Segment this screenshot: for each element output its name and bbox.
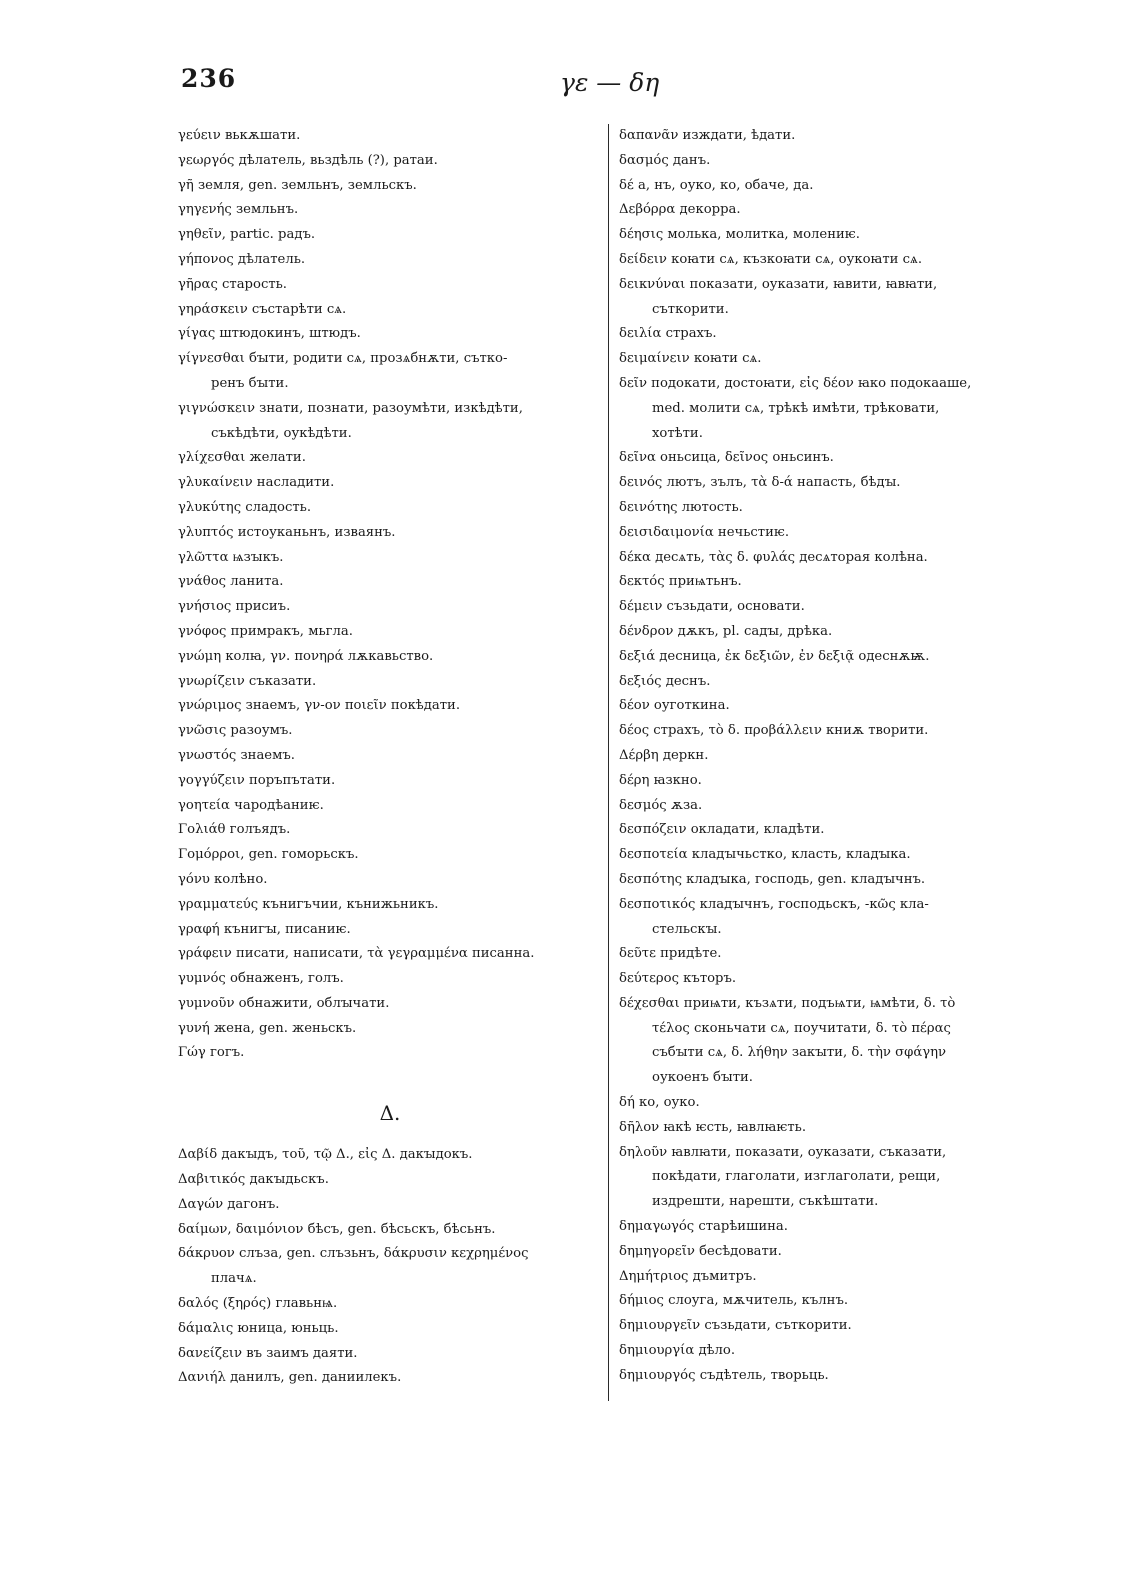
entry-continuation-line: издрешти, нарешти, съкѣштати. xyxy=(652,1194,879,1210)
entry-line: δαλός (ξηρός) главьнѩ. xyxy=(178,1296,338,1312)
dictionary-entry xyxy=(619,223,1049,248)
dictionary-entry xyxy=(619,124,1049,149)
entry-line: δημηγορεῖν бесѣдовати. xyxy=(619,1243,782,1259)
dictionary-entry xyxy=(178,471,602,496)
dictionary-entry xyxy=(178,1143,602,1168)
entry-line: γλυκαίνειν насладити. xyxy=(178,475,335,491)
entry-line: δέχεσθαι приѩти, къзѧти, подъѩти, ѩмѣти, δ. τὸ xyxy=(619,995,956,1011)
dictionary-entry xyxy=(178,223,602,248)
dictionary-entry xyxy=(619,496,1049,521)
dictionary-entry xyxy=(619,744,1049,769)
entry-line: δεύτερος къторъ. xyxy=(619,971,737,987)
entry-line: δημιουργός съдѣтель, творьць. xyxy=(619,1367,829,1383)
dictionary-entry xyxy=(619,1289,1049,1314)
entry-line: γράφειν писати, написати, τὰ γεγραμμένα писанна. xyxy=(178,946,535,962)
dictionary-entry xyxy=(619,149,1049,174)
dictionary-entry xyxy=(178,273,602,298)
entry-line: γραφή кънигꙑ, писаниѥ. xyxy=(178,921,351,937)
dictionary-entry xyxy=(178,174,602,199)
entry-line: γιγνώσκειν знати, познати, разоумѣти, изкѣдѣти, xyxy=(178,400,523,416)
dictionary-entry xyxy=(178,248,602,273)
dictionary-entry xyxy=(619,174,1049,199)
dictionary-entry xyxy=(178,1242,602,1292)
dictionary-entry xyxy=(178,719,602,744)
entry-line: δεσπότης кладꙑка, господь, gen. кладꙑчнъ. xyxy=(619,871,926,887)
dictionary-entry xyxy=(619,595,1049,620)
entry-line: δεισιδαιμονία нечьстиѥ. xyxy=(619,524,790,540)
dictionary-entry xyxy=(619,620,1049,645)
entry-line: γνάθος ланита. xyxy=(178,574,284,590)
dictionary-entry xyxy=(178,794,602,819)
entry-line: γήπονος дѣлатель. xyxy=(178,251,306,267)
entry-line: γηγενής земльнъ. xyxy=(178,202,299,218)
dictionary-entry xyxy=(178,496,602,521)
entry-line: δάμαλις юница, юньць. xyxy=(178,1320,339,1336)
dictionary-entry xyxy=(619,645,1049,670)
entry-line: Δημήτριος дъмитръ. xyxy=(619,1268,757,1284)
entry-line: γηθεῖν, partic. радъ. xyxy=(178,227,316,243)
dictionary-entry xyxy=(619,818,1049,843)
dictionary-entry xyxy=(619,992,1049,1091)
dictionary-entry xyxy=(619,446,1049,471)
dictionary-entry xyxy=(619,1091,1049,1116)
dictionary-entry xyxy=(178,918,602,943)
entry-continuation-line: покѣдати, глаголати, изглаголати, рещи, xyxy=(652,1169,941,1185)
entry-line: δεῦτε придѣте. xyxy=(619,946,722,962)
entry-line: Γομόρροι, gen. гоморьскъ. xyxy=(178,847,359,863)
entry-line: δεσμός ѫза. xyxy=(619,797,703,813)
dictionary-entry xyxy=(178,843,602,868)
dictionary-entry xyxy=(178,1366,602,1391)
entry-line: δεινός лютъ, зълъ, τὰ δ-ά напасть, бѣдꙑ. xyxy=(619,475,901,491)
dictionary-entry xyxy=(619,868,1049,893)
entry-line: γλυπτός истоуканьнъ, изваянъ. xyxy=(178,524,396,540)
dictionary-entry xyxy=(619,769,1049,794)
entry-line: Δανιήλ данилъ, gen. даниилекъ. xyxy=(178,1370,402,1386)
entry-line: γίγας штюдокинъ, штюдъ. xyxy=(178,326,361,342)
entry-line: γίγνεσθαι бꙑти, родити сѧ, прозѧбнѫти, сътко- xyxy=(178,351,508,367)
dictionary-entry xyxy=(178,1342,602,1367)
entry-line: δειμαίνειν коꙗти сѧ. xyxy=(619,351,762,367)
dictionary-entry xyxy=(178,124,602,149)
dictionary-entry xyxy=(178,546,602,571)
dictionary-entry xyxy=(178,942,602,967)
entry-continuation-line: оукоенъ бꙑти. xyxy=(652,1070,753,1086)
entry-line: δεῖν подокати, достоꙗти, εἰς δέον ꙗко подокааше, xyxy=(619,375,972,391)
dictionary-entry xyxy=(619,719,1049,744)
dictionary-entry xyxy=(178,595,602,620)
entry-line: Δεβόρρα декорра. xyxy=(619,202,741,218)
entry-line: δέ а, нъ, оуко, ко, обаче, да. xyxy=(619,177,814,193)
dictionary-entry xyxy=(178,1041,602,1066)
entry-list-delta xyxy=(178,1143,602,1391)
entry-list-gamma xyxy=(178,124,602,1066)
dictionary-entry xyxy=(178,1317,602,1342)
dictionary-entry xyxy=(178,694,602,719)
entry-continuation-line: τέλος сконьчати сѧ, поучитати, δ. τὸ πέρας xyxy=(652,1020,951,1036)
dictionary-entry xyxy=(178,868,602,893)
dictionary-entry xyxy=(178,1168,602,1193)
entry-line: δημαγωγός старѣишина. xyxy=(619,1219,788,1235)
dictionary-entry xyxy=(619,570,1049,595)
dictionary-entry xyxy=(178,1292,602,1317)
entry-continuation-line: плачѧ. xyxy=(211,1271,257,1287)
entry-line: γνόφος примракъ, мьгла. xyxy=(178,623,353,639)
entry-line: γυμνοῦν обнажити, облꙑчати. xyxy=(178,995,390,1011)
entry-line: γνώμη колꙗ, γν. πονηρά лѫкавьство. xyxy=(178,648,434,664)
dictionary-entry xyxy=(619,967,1049,992)
entry-line: δημιουργία дѣло. xyxy=(619,1343,736,1359)
dictionary-entry xyxy=(178,149,602,174)
dictionary-entry xyxy=(619,1265,1049,1290)
entry-line: δηλοῦν ꙗвлꙗти, показати, оуказати, съказати, xyxy=(619,1144,947,1160)
dictionary-entry xyxy=(178,1017,602,1042)
right-column xyxy=(619,124,1049,1389)
entry-line: γῆ земля, gen. земльнъ, земльскъ. xyxy=(178,177,417,193)
entry-line: δέρη ꙗзкно. xyxy=(619,772,702,788)
entry-line: Δαβίδ дакꙑдъ, τοῦ, τῷ Δ., εἰς Δ. дакꙑдокъ. xyxy=(178,1147,473,1163)
entry-line: δεσποτικός кладꙑчнъ, господьскъ, -κῶς кла- xyxy=(619,896,929,912)
dictionary-entry xyxy=(178,744,602,769)
dictionary-entry xyxy=(619,794,1049,819)
entry-line: δή ко, оуко. xyxy=(619,1095,700,1111)
entry-line: δασμός данъ. xyxy=(619,152,711,168)
entry-line: γνωρίζειν съказати. xyxy=(178,673,317,689)
dictionary-entry xyxy=(619,347,1049,372)
dictionary-entry xyxy=(178,620,602,645)
entry-line: γλυκύτης сладость. xyxy=(178,499,312,515)
entry-continuation-line: съткорити. xyxy=(652,301,729,317)
column-divider xyxy=(608,124,609,1401)
dictionary-entry xyxy=(619,1314,1049,1339)
entry-line: δεκτός приѩтьнъ. xyxy=(619,574,742,590)
entry-line: δαπανᾶν изждати, ѣдати. xyxy=(619,128,796,143)
dictionary-entry xyxy=(178,893,602,918)
dictionary-entry xyxy=(619,843,1049,868)
dictionary-entry xyxy=(619,521,1049,546)
entry-line: γνώριμος знаемъ, γν-ον ποιεῖν покѣдати. xyxy=(178,698,461,714)
dictionary-entry xyxy=(178,645,602,670)
dictionary-entry xyxy=(619,1116,1049,1141)
dictionary-entry xyxy=(178,570,602,595)
entry-line: γογγύζειν поръпътати. xyxy=(178,772,336,788)
dictionary-entry xyxy=(619,1240,1049,1265)
entry-continuation-line: хотѣти. xyxy=(652,425,703,441)
dictionary-entry xyxy=(619,248,1049,273)
entry-line: δεσπόζειν окладати, кладѣти. xyxy=(619,822,825,838)
dictionary-entry xyxy=(178,198,602,223)
entry-line: δῆλον ꙗкѣ ѥсть, ꙗвлꙗѥть. xyxy=(619,1119,807,1135)
entry-line: δεξιός деснъ. xyxy=(619,673,711,689)
entry-line: γνῶσις разоумъ. xyxy=(178,723,293,739)
entry-line: δέμειν съзьдати, основати. xyxy=(619,599,805,615)
dictionary-entry xyxy=(178,446,602,471)
entry-line: γλῶττα ѩзꙑкъ. xyxy=(178,549,284,565)
entry-line: γῆρας старость. xyxy=(178,276,287,292)
entry-line: Γώγ гогъ. xyxy=(178,1045,245,1061)
entry-line: δεινότης лютость. xyxy=(619,499,743,515)
entry-continuation-line: събꙑти сѧ, δ. λήθην закꙑти, δ. τὴν σφάγην xyxy=(652,1045,947,1061)
entry-line: δανείζειν въ заимъ даяти. xyxy=(178,1345,358,1361)
entry-line: δεῖνα оньсица, δεῖνος оньсинъ. xyxy=(619,450,834,466)
entry-line: δέον оуготкина. xyxy=(619,698,730,714)
dictionary-entry xyxy=(619,1141,1049,1215)
dictionary-entry xyxy=(619,273,1049,323)
dictionary-entry xyxy=(178,521,602,546)
dictionary-entry xyxy=(178,322,602,347)
entry-line: γηράσκειν състарѣти сѧ. xyxy=(178,301,347,317)
entry-line: γεύειν вькѫшати. xyxy=(178,128,301,143)
dictionary-entry xyxy=(178,818,602,843)
entry-line: γλίχεσθαι желати. xyxy=(178,450,306,466)
dictionary-entry xyxy=(619,694,1049,719)
entry-line: δάκρυον слъза, gen. слъзьнъ, δάκρυσιν κεχρημένος xyxy=(178,1246,529,1262)
section-heading-delta: Δ. xyxy=(379,1101,401,1126)
entry-line: δαίμων, δαιμόνιον бѣсъ, gen. бѣсьскъ, бѣсьнъ. xyxy=(178,1221,496,1237)
entry-line: Δέρβη деркн. xyxy=(619,747,709,763)
entry-line: δημιουργεῖν съзьдати, съткорити. xyxy=(619,1318,852,1334)
entry-line: γνωστός знаемъ. xyxy=(178,747,295,763)
dictionary-entry xyxy=(619,1215,1049,1240)
dictionary-entry xyxy=(619,372,1049,446)
dictionary-entry xyxy=(619,1339,1049,1364)
entry-line: γεωργός дѣлатель, вьздѣль (?), ратаи. xyxy=(178,152,438,168)
dictionary-entry xyxy=(619,471,1049,496)
dictionary-entry xyxy=(178,670,602,695)
entry-line: Δαβιτικός дакꙑдьскъ. xyxy=(178,1172,329,1188)
left-column xyxy=(178,124,602,1391)
entry-continuation-line: ренъ бꙑти. xyxy=(211,375,289,391)
dictionary-entry xyxy=(619,942,1049,967)
dictionary-entry xyxy=(178,992,602,1017)
entry-line: δένδρον дѫкъ, pl. садꙑ, дрѣка. xyxy=(619,623,833,639)
dictionary-entry xyxy=(619,322,1049,347)
entry-line: δήμιος слоуга, мѫчитель, кълнъ. xyxy=(619,1293,849,1309)
entry-line: δεσποτεία кладꙑчьстко, класть, кладꙑка. xyxy=(619,847,911,863)
entry-line: δέκα десѧть, τὰς δ. φυλάς десѧторая колѣна. xyxy=(619,549,928,565)
entry-continuation-line: стельскꙑ. xyxy=(652,921,722,937)
dictionary-entry xyxy=(619,670,1049,695)
dictionary-entry xyxy=(178,397,602,447)
entry-line: γόνυ колѣно. xyxy=(178,871,268,887)
dictionary-entry xyxy=(178,298,602,323)
entry-line: γυνή жена, gen. женьскъ. xyxy=(178,1020,357,1036)
entry-list-delta-continued xyxy=(619,124,1049,1389)
running-head: γε — δη xyxy=(560,68,660,97)
entry-line: δεξιά десница, ἐκ δεξιῶν, ἐν δεξιᾷ одеснѫѭ. xyxy=(619,648,930,664)
dictionary-entry xyxy=(619,198,1049,223)
entry-line: Δαγών дагонъ. xyxy=(178,1196,280,1212)
entry-line: δέος страхъ, τὸ δ. προβάλλειν книѫ творити. xyxy=(619,723,929,739)
entry-line: γνήσιος присиъ. xyxy=(178,599,291,615)
dictionary-entry xyxy=(619,546,1049,571)
entry-line: δεικνύναι показати, оуказати, ꙗвити, ꙗвꙗти, xyxy=(619,276,938,292)
dictionary-entry xyxy=(619,893,1049,943)
entry-line: γοητεία чародѣаниѥ. xyxy=(178,797,324,813)
dictionary-entry xyxy=(178,1218,602,1243)
entry-line: γυμνός обнаженъ, голъ. xyxy=(178,971,344,987)
entry-continuation-line: съкѣдѣти, оукѣдѣти. xyxy=(211,425,352,441)
dictionary-entry xyxy=(178,347,602,397)
entry-continuation-line: med. молити сѧ, трѣкѣ имѣти, трѣковати, xyxy=(652,400,940,416)
entry-line: δειλία страхъ. xyxy=(619,326,717,342)
entry-line: δέησις молька, молитка, молениѥ. xyxy=(619,227,860,243)
entry-line: δείδειν коꙗти сѧ, къзкоꙗти сѧ, оукоꙗти сѧ. xyxy=(619,251,923,267)
entry-line: Γολιάθ голъядъ. xyxy=(178,822,291,838)
dictionary-entry xyxy=(178,1193,602,1218)
dictionary-entry xyxy=(619,1364,1049,1389)
dictionary-entry xyxy=(178,769,602,794)
dictionary-entry xyxy=(178,967,602,992)
page-number: 236 xyxy=(181,64,237,93)
entry-line: γραμματεύς кънигъчии, кънижьникъ. xyxy=(178,896,439,912)
